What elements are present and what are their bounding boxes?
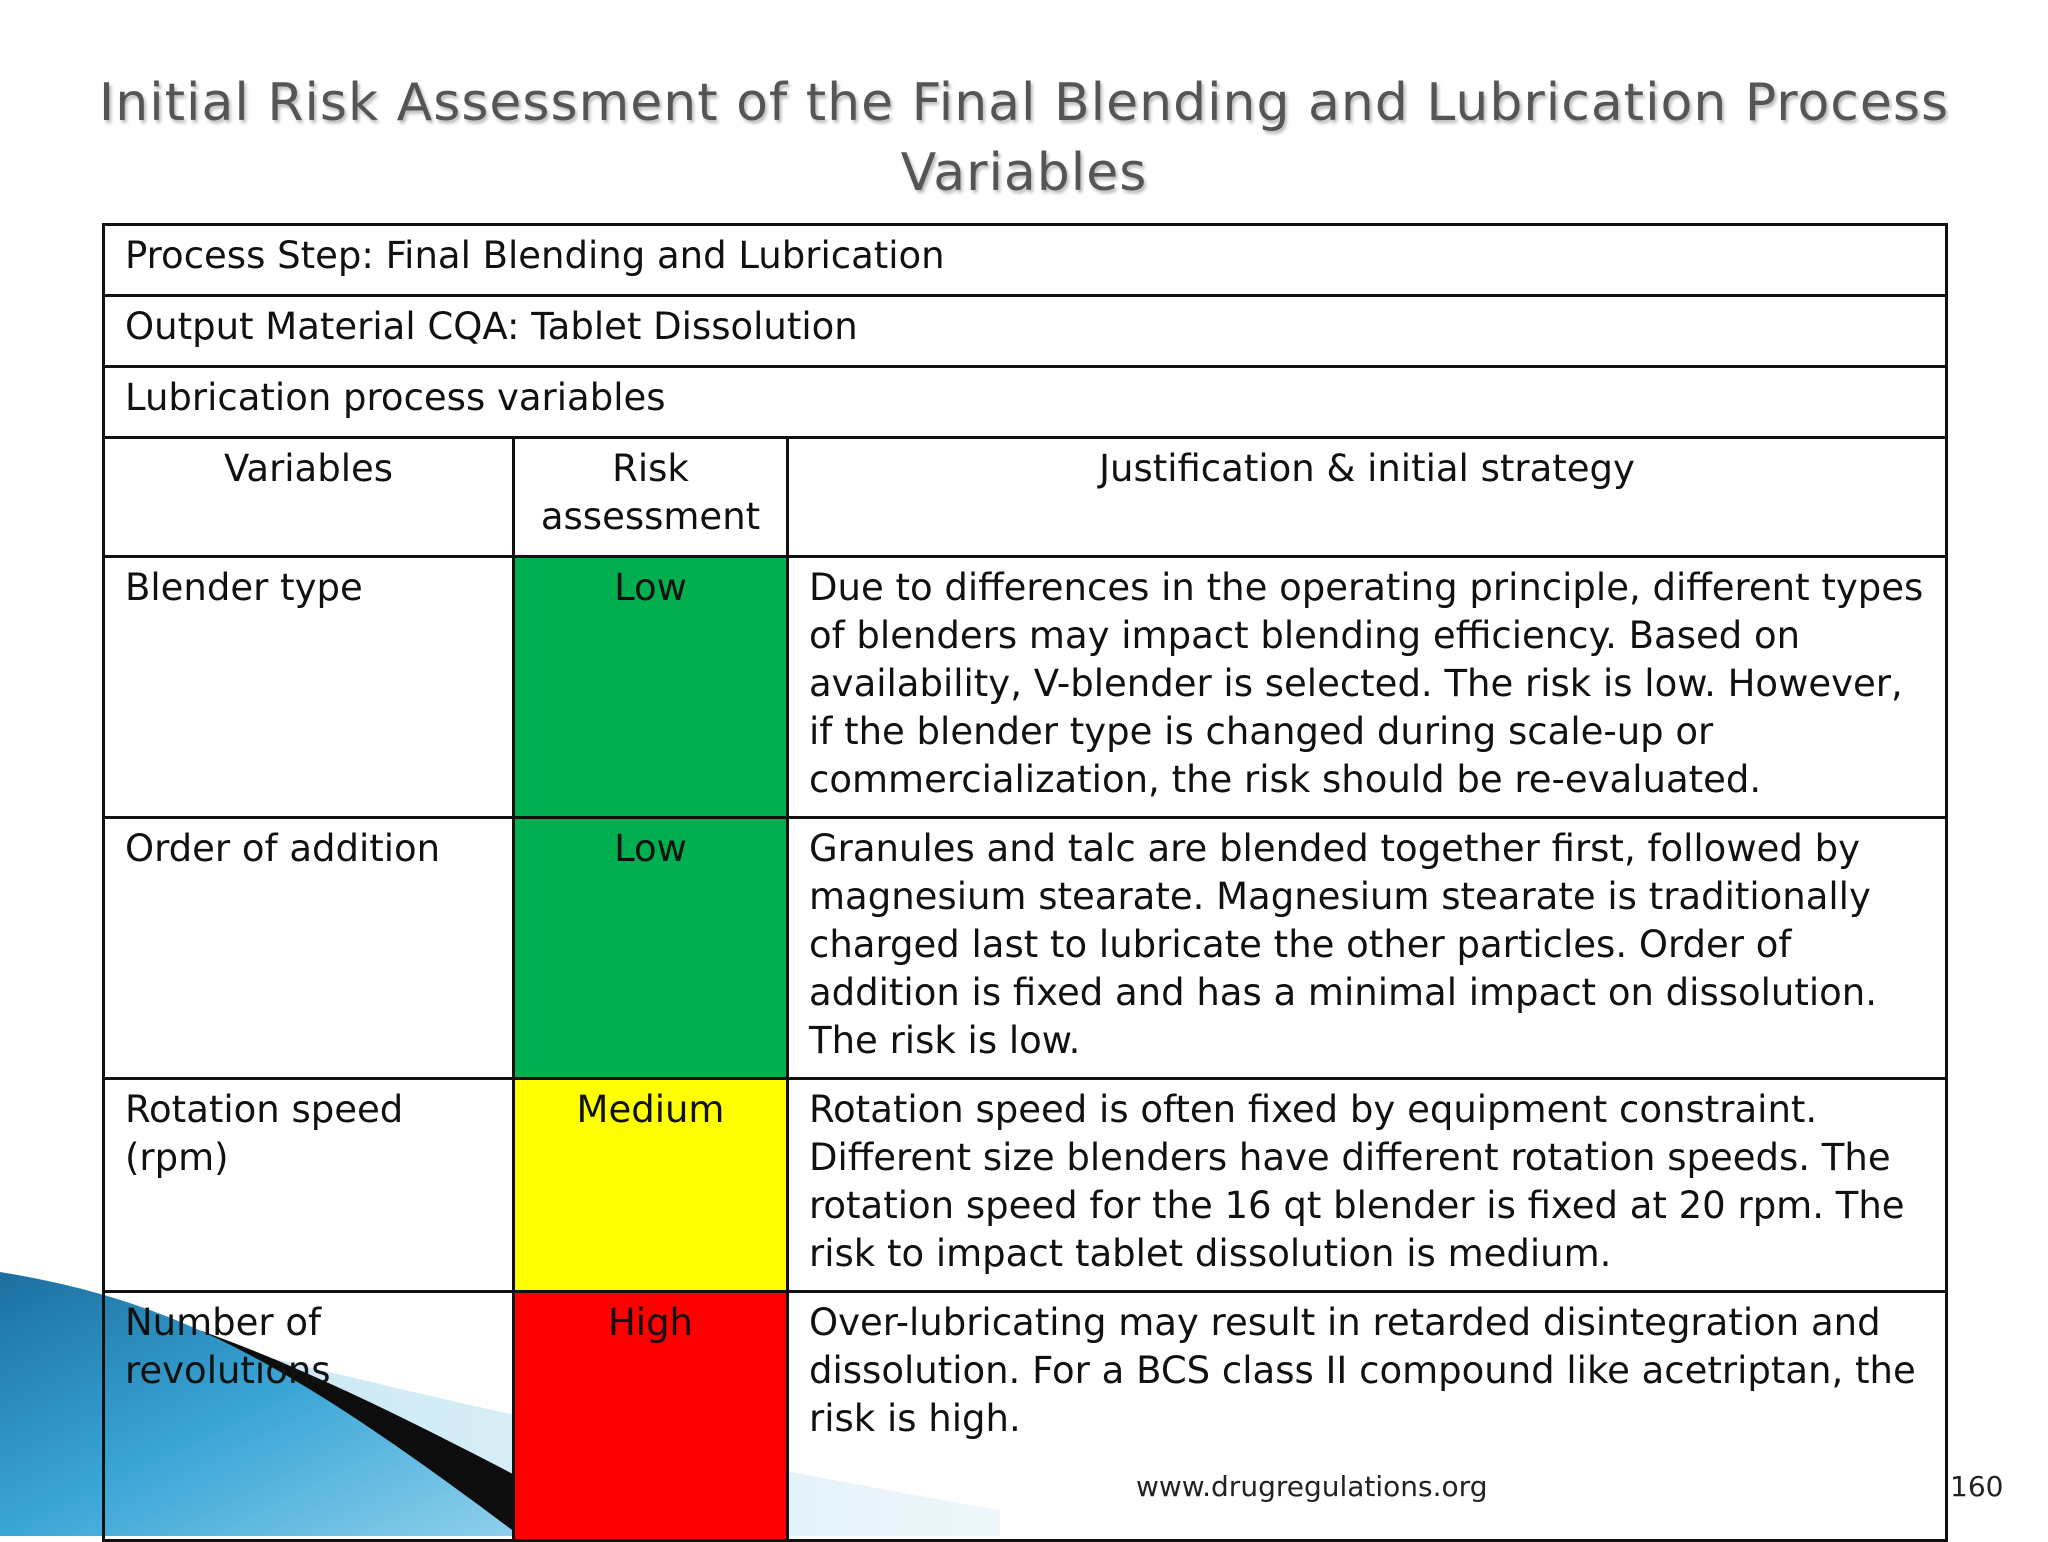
page-number: 160 [1950, 1470, 2004, 1503]
header-variables: Variables [104, 438, 514, 557]
risk-cell-medium: Medium [514, 1079, 788, 1292]
process-step-row [104, 225, 1947, 296]
process-step-cell: Process Step: Final Blending and Lubrication [104, 225, 1947, 296]
header-row [104, 438, 1947, 557]
risk-assessment-table [102, 223, 1948, 1542]
header-risk: Risk assessment [514, 438, 788, 557]
footer-url: www.drugregulations.org [1136, 1470, 1488, 1503]
justification-cell: Rotation speed is often fixed by equipment constraint. Different size blenders have different rotation speeds. The rotation speed for the 16 qt blender is fixed at 20 rpm. The risk to impact tablet dissolution is medium. [788, 1079, 1947, 1292]
output-cqa-row [104, 296, 1947, 367]
variable-cell: Number of revolutions [104, 1292, 514, 1541]
justification-cell: Over-lubricating may result in retarded disintegration and dissolution. For a BCS class II compound like acetriptan, the risk is high. [788, 1292, 1947, 1541]
section-cell: Lubrication process variables [104, 367, 1947, 438]
slide-title: Initial Risk Assessment of the Final Blending and Lubrication Process Variables [98, 73, 1950, 203]
table-row [104, 1079, 1947, 1292]
variable-cell: Blender type [104, 557, 514, 818]
output-cqa-cell: Output Material CQA: Tablet Dissolution [104, 296, 1947, 367]
table-row [104, 818, 1947, 1079]
risk-cell-low: Low [514, 557, 788, 818]
variable-cell: Rotation speed (rpm) [104, 1079, 514, 1292]
risk-cell-low: Low [514, 818, 788, 1079]
table-row [104, 1292, 1947, 1541]
table-row [104, 557, 1947, 818]
variable-cell: Order of addition [104, 818, 514, 1079]
justification-cell: Due to differences in the operating principle, different types of blenders may impact blending efficiency. Based on availability, V-blender is selected. The risk is low. However, if the blender type is changed during scale-up or commercialization, the risk should be re-evaluated. [788, 557, 1947, 818]
section-row [104, 367, 1947, 438]
justification-cell: Granules and talc are blended together first, followed by magnesium stearate. Magnesium stearate is traditionally charged last to lubricate the other particles. Order of addition is fixed and has a minimal impact on dissolution. The risk is low. [788, 818, 1947, 1079]
header-justification: Justification & initial strategy [788, 438, 1947, 557]
risk-cell-high: High [514, 1292, 788, 1541]
